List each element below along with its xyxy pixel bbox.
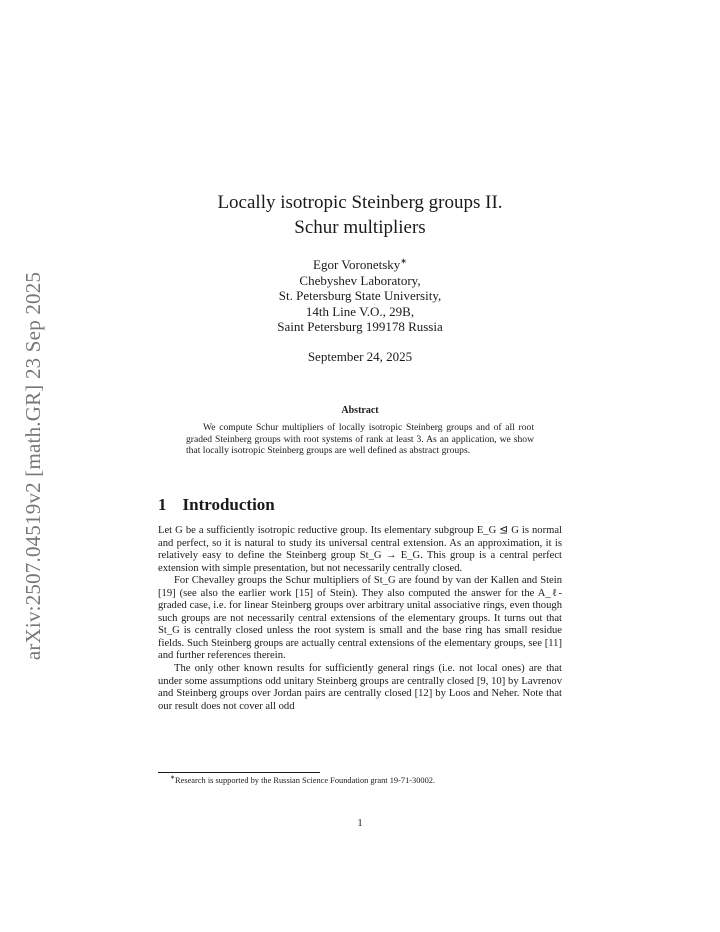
- page-number: 1: [357, 818, 363, 829]
- affiliation-line-2: St. Petersburg State University,: [278, 288, 442, 304]
- author-footnote-mark: ∗: [400, 256, 407, 266]
- paragraph: Let G be a sufficiently isotropic reductive group. Its elementary subgroup E_G ⊴ G is normal and perfect, so it is natural to study its universal central extension. As an approximation, it is relatively easy to define the Steinberg group St_G → E_G. This group is a central perfect extension with simple presentation, but not necessarily centrally closed.: [158, 525, 562, 574]
- author-name: Egor Voronetsky: [313, 257, 401, 272]
- abstract-heading: Abstract: [341, 405, 379, 416]
- arxiv-identifier-stamp: arXiv:2507.04519v2 [math.GR] 23 Sep 2025: [21, 271, 45, 661]
- body-text: [158, 525, 562, 713]
- section-number: 1: [158, 495, 167, 514]
- abstract-text: We compute Schur multipliers of locally isotropic Steinberg groups and of all root graded Steinberg groups with root systems of rank at least 3. As an application, we show that locally isotropic Steinberg groups are well defined as abstract groups.: [186, 422, 534, 457]
- footnote-divider: [158, 772, 320, 773]
- title-line-1: Locally isotropic Steinberg groups II.: [217, 192, 503, 213]
- affiliation-line-3: 14th Line V.O., 29B,: [305, 303, 415, 319]
- publication-date: September 24, 2025: [307, 349, 413, 364]
- footnote: [170, 776, 435, 785]
- paragraph: The only other known results for sufficiently general rings (i.e. not local ones) are that under some assumptions odd unitary Steinberg groups are centrally closed [9, 10] by Lavrenov and Steinberg groups over Jordan pairs are centrally closed [12] by Loos and Neher. Note that our result does not cover all odd: [158, 663, 562, 712]
- author-block: [160, 257, 560, 335]
- title-line-2: Schur multipliers: [294, 217, 426, 238]
- paper-title: [160, 190, 560, 240]
- affiliation-line-1: Chebyshev Laboratory,: [299, 272, 421, 288]
- footnote-text: Research is supported by the Russian Science Foundation grant 19-71-30002.: [175, 776, 436, 785]
- footnote-mark: ∗: [170, 775, 176, 782]
- affiliation-line-4: Saint Petersburg 199178 Russia: [277, 319, 443, 335]
- paragraph: For Chevalley groups the Schur multipliers of St_G are found by van der Kallen and Stein [19] (see also the earlier work [15] of Stein). They also computed the answer for the A_ℓ-graded case, i.e. for linear Steinberg groups over arbitrary unital associative rings, even though such groups are not necessarily central extensions of the elementary groups. It turns out that St_G is centrally closed unless the root system is small and the base ring has small residue fields. Such Steinberg groups are actually central extensions of the elementary groups, see [11] and further references therein.: [158, 575, 562, 662]
- author-name-line: [160, 257, 560, 273]
- section-heading: [158, 495, 275, 515]
- section-title: Introduction: [182, 495, 275, 514]
